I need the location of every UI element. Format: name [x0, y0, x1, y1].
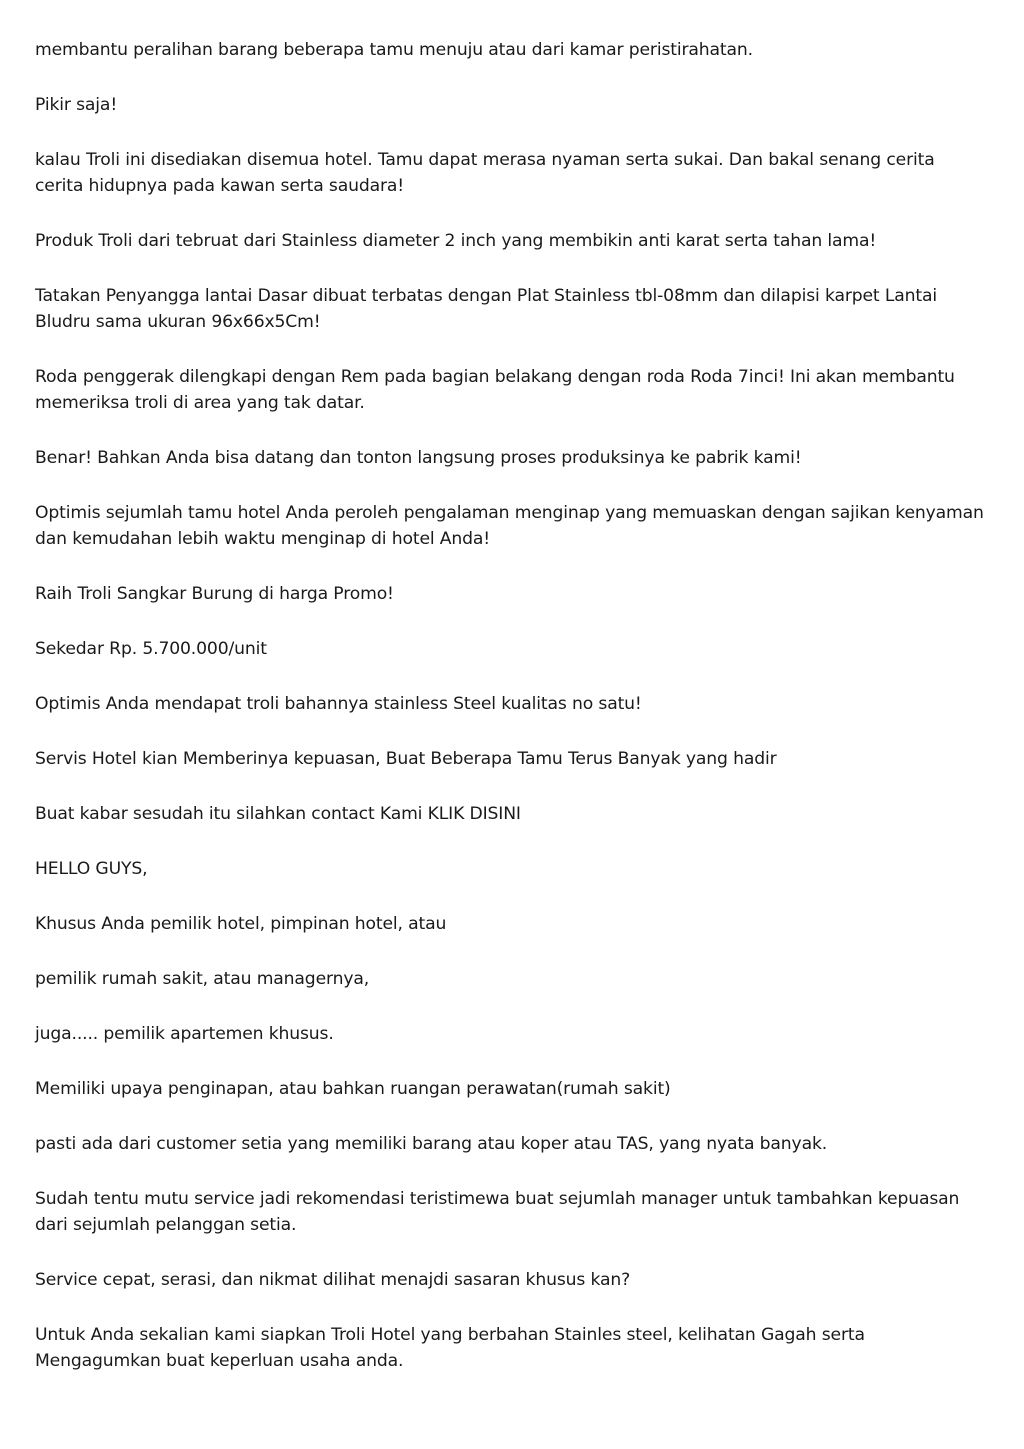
paragraph-produk-stainless: Produk Troli dari tebruat dari Stainless diameter 2 inch yang membikin anti karat serta tahan lama! — [35, 231, 877, 251]
paragraph-raih-promo: Raih Troli Sangkar Burung di harga Promo! — [35, 584, 394, 604]
paragraph-harga: Sekedar Rp. 5.700.000/unit — [35, 639, 267, 659]
paragraph-pikir-saja: Pikir saja! — [35, 95, 118, 115]
paragraph-upaya-penginapan: Memiliki upaya penginapan, atau bahkan ruangan perawatan(rumah sakit) — [35, 1079, 671, 1099]
paragraph-kualitas: Optimis Anda mendapat troli bahannya stainless Steel kualitas no satu! — [35, 694, 642, 714]
paragraph-benar-pabrik: Benar! Bahkan Anda bisa datang dan tonton langsung proses produksinya ke pabrik kami! — [35, 448, 802, 468]
paragraph-optimis-tamu: Optimis sejumlah tamu hotel Anda peroleh pengalaman menginap yang memuaskan dengan sajikan kenyaman dan kemudahan lebih waktu menginap di hotel Anda! — [35, 503, 984, 549]
paragraph-servis-hotel: Servis Hotel kian Memberinya kepuasan, Buat Beberapa Tamu Terus Banyak yang hadir — [35, 749, 777, 769]
paragraph-troli-disediakan: kalau Troli ini disediakan disemua hotel. Tamu dapat merasa nyaman serta sukai. Dan bakal senang cerita cerita hidupnya pada kawan serta saudara! — [35, 150, 935, 196]
paragraph-intro-transfer: membantu peralihan barang beberapa tamu menuju atau dari kamar peristirahatan. — [35, 40, 753, 60]
paragraph-hello-guys: HELLO GUYS, — [35, 859, 148, 879]
paragraph-contact: Buat kabar sesudah itu silahkan contact Kami KLIK DISINI — [35, 804, 521, 824]
paragraph-tatakan-penyangga: Tatakan Penyangga lantai Dasar dibuat terbatas dengan Plat Stainless tbl-08mm dan dilapisi karpet Lantai Bludru sama ukuran 96x66x5Cm! — [35, 286, 937, 332]
paragraph-pemilik-apartemen: juga..... pemilik apartemen khusus. — [35, 1024, 334, 1044]
paragraph-pemilik-hotel: Khusus Anda pemilik hotel, pimpinan hotel, atau — [35, 914, 447, 934]
paragraph-service-cepat: Service cepat, serasi, dan nikmat dilihat menajdi sasaran khusus kan? — [35, 1270, 631, 1290]
paragraph-roda-penggerak: Roda penggerak dilengkapi dengan Rem pada bagian belakang dengan roda Roda 7inci! Ini akan membantu memeriksa troli di area yang tak datar. — [35, 367, 955, 413]
paragraph-troli-hotel: Untuk Anda sekalian kami siapkan Troli Hotel yang berbahan Stainles steel, kelihatan Gagah serta Mengagumkan buat keperluan usaha anda. — [35, 1325, 865, 1371]
paragraph-customer-setia: pasti ada dari customer setia yang memiliki barang atau koper atau TAS, yang nyata banyak. — [35, 1134, 828, 1154]
paragraph-pemilik-rumah-sakit: pemilik rumah sakit, atau managernya, — [35, 969, 370, 989]
paragraph-mutu-service: Sudah tentu mutu service jadi rekomendasi teristimewa buat sejumlah manager untuk tambahkan kepuasan dari sejumlah pelanggan setia. — [35, 1189, 960, 1235]
